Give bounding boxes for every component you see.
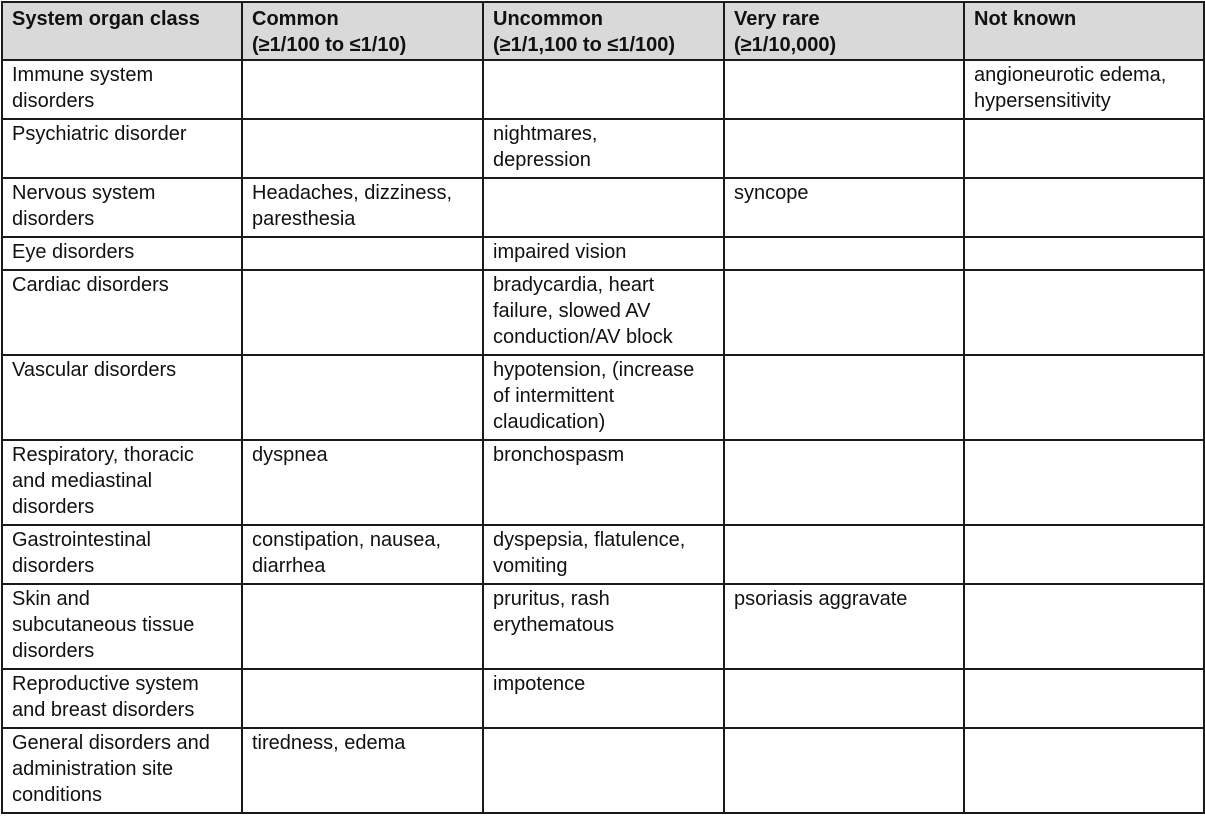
cell-not-known <box>964 525 1204 584</box>
cell-uncommon: dyspepsia, flatulence, vomiting <box>483 525 724 584</box>
header-system-organ-class: System organ class <box>2 2 242 60</box>
cell-not-known: angioneurotic edema, hypersensitivity <box>964 60 1204 119</box>
cell-very-rare <box>724 237 964 270</box>
cell-uncommon <box>483 60 724 119</box>
table-row <box>2 669 1204 728</box>
cell-not-known <box>964 119 1204 178</box>
table-row <box>2 584 1204 669</box>
table-row <box>2 355 1204 440</box>
cell-common <box>242 355 483 440</box>
table-row <box>2 119 1204 178</box>
cell-uncommon: bradycardia, heart failure, slowed AV conduction/AV block <box>483 270 724 355</box>
cell-very-rare <box>724 440 964 525</box>
cell-common <box>242 584 483 669</box>
cell-uncommon: impotence <box>483 669 724 728</box>
cell-common: dyspnea <box>242 440 483 525</box>
cell-system-organ-class: Respiratory, thoracic and mediastinal disorders <box>2 440 242 525</box>
cell-not-known <box>964 355 1204 440</box>
header-not-known: Not known <box>964 2 1204 60</box>
cell-uncommon <box>483 728 724 813</box>
cell-system-organ-class: Eye disorders <box>2 237 242 270</box>
cell-very-rare <box>724 525 964 584</box>
cell-system-organ-class: Immune system disorders <box>2 60 242 119</box>
cell-common: constipation, nausea, diarrhea <box>242 525 483 584</box>
cell-common <box>242 270 483 355</box>
table-row <box>2 237 1204 270</box>
table-row <box>2 178 1204 237</box>
cell-system-organ-class: General disorders and administration site conditions <box>2 728 242 813</box>
cell-system-organ-class: Gastrointestinal disorders <box>2 525 242 584</box>
table-row <box>2 525 1204 584</box>
cell-very-rare <box>724 60 964 119</box>
cell-very-rare <box>724 270 964 355</box>
cell-not-known <box>964 728 1204 813</box>
cell-very-rare <box>724 119 964 178</box>
cell-common <box>242 669 483 728</box>
table-row <box>2 270 1204 355</box>
cell-not-known <box>964 237 1204 270</box>
cell-uncommon: pruritus, rash erythematous <box>483 584 724 669</box>
cell-uncommon: bronchospasm <box>483 440 724 525</box>
table-row <box>2 60 1204 119</box>
table-header-row <box>2 2 1204 60</box>
cell-very-rare <box>724 728 964 813</box>
cell-common <box>242 60 483 119</box>
cell-system-organ-class: Reproductive system and breast disorders <box>2 669 242 728</box>
cell-uncommon: impaired vision <box>483 237 724 270</box>
cell-system-organ-class: Nervous system disorders <box>2 178 242 237</box>
header-uncommon: Uncommon (≥1/1,100 to ≤1/100) <box>483 2 724 60</box>
cell-common: tiredness, edema <box>242 728 483 813</box>
cell-not-known <box>964 440 1204 525</box>
cell-very-rare <box>724 669 964 728</box>
cell-very-rare: syncope <box>724 178 964 237</box>
cell-very-rare: psoriasis aggravate <box>724 584 964 669</box>
cell-uncommon <box>483 178 724 237</box>
cell-common <box>242 119 483 178</box>
cell-not-known <box>964 584 1204 669</box>
header-common: Common (≥1/100 to ≤1/10) <box>242 2 483 60</box>
cell-very-rare <box>724 355 964 440</box>
cell-not-known <box>964 669 1204 728</box>
cell-not-known <box>964 270 1204 355</box>
cell-common <box>242 237 483 270</box>
cell-uncommon: nightmares, depression <box>483 119 724 178</box>
cell-system-organ-class: Cardiac disorders <box>2 270 242 355</box>
cell-system-organ-class: Vascular disorders <box>2 355 242 440</box>
cell-uncommon: hypotension, (increase of intermittent claudication) <box>483 355 724 440</box>
table-row <box>2 440 1204 525</box>
cell-common: Headaches, dizziness, paresthesia <box>242 178 483 237</box>
cell-not-known <box>964 178 1204 237</box>
header-very-rare: Very rare (≥1/10,000) <box>724 2 964 60</box>
cell-system-organ-class: Psychiatric disorder <box>2 119 242 178</box>
cell-system-organ-class: Skin and subcutaneous tissue disorders <box>2 584 242 669</box>
table-row <box>2 728 1204 813</box>
adverse-reactions-table <box>1 1 1205 814</box>
